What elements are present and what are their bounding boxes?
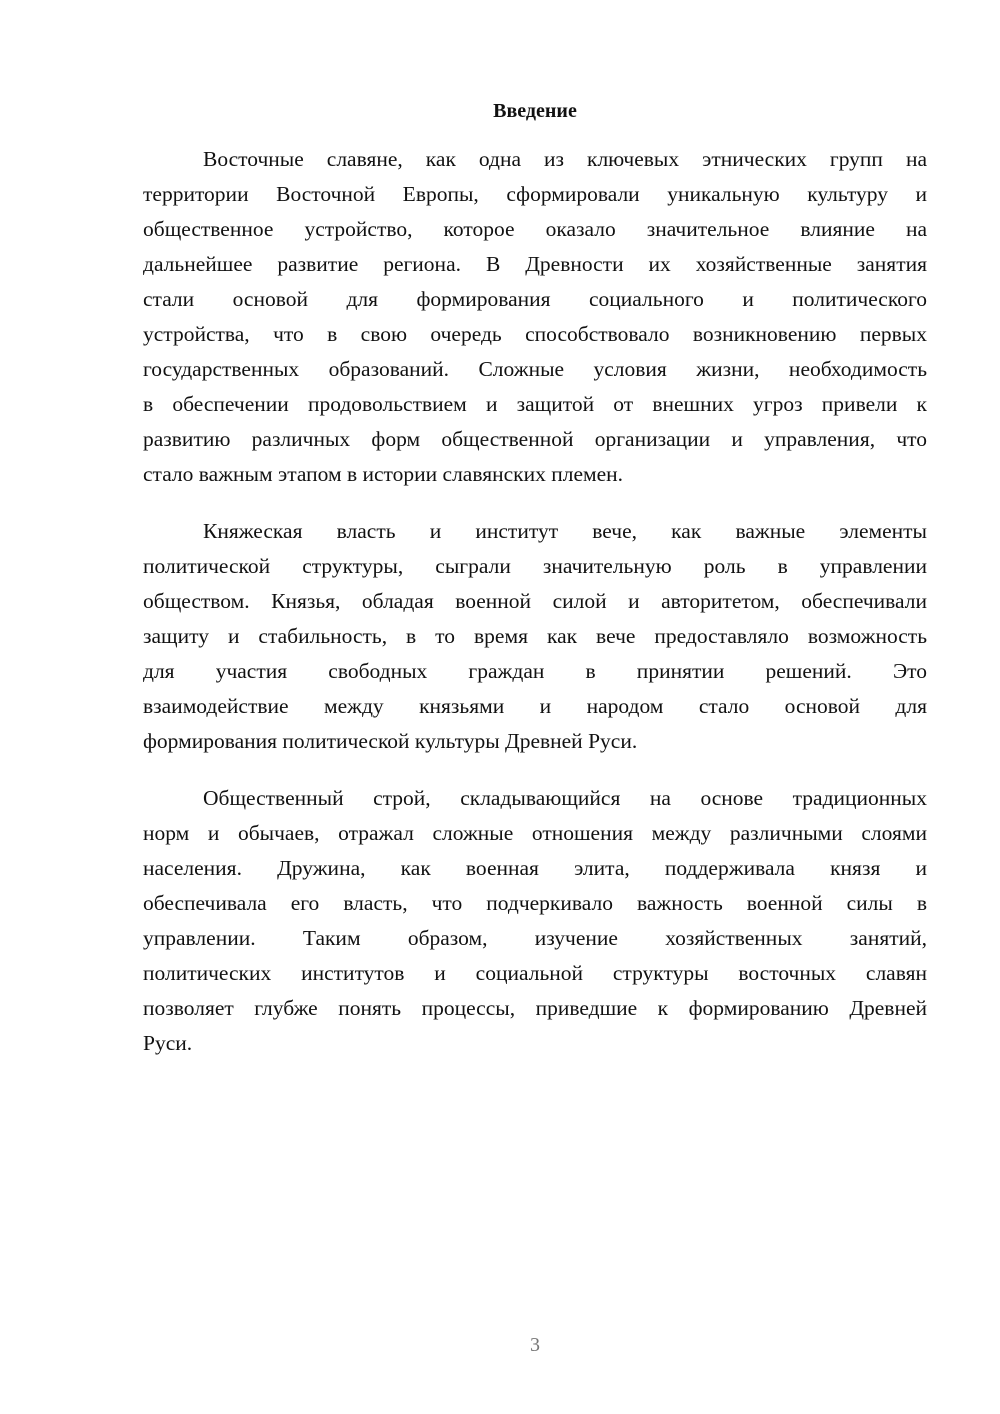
text-line: политических институтов и социальной структуры восточных славян: [143, 961, 927, 985]
text-line: позволяет глубже понять процессы, приведшие к формированию Древней: [143, 996, 927, 1020]
text-line: Восточные славяне, как одна из ключевых этнических групп на: [203, 147, 927, 171]
text-line: государственных образований. Сложные условия жизни, необходимость: [143, 357, 927, 381]
text-line: обществом. Князья, обладая военной силой и авторитетом, обеспечивали: [143, 589, 927, 613]
text-line: территории Восточной Европы, сформировали уникальную культуру и: [143, 182, 927, 206]
text-line: норм и обычаев, отражал сложные отношения между различными слоями: [143, 821, 927, 845]
paragraph: [143, 514, 927, 759]
text-line: населения. Дружина, как военная элита, поддерживала князя и: [143, 856, 927, 880]
text-line: устройства, что в свою очередь способствовало возникновению первых: [143, 322, 927, 346]
text-line: формирования политической культуры Древней Руси.: [143, 729, 638, 753]
paragraph: [143, 142, 927, 492]
text-line: стали основой для формирования социального и политического: [143, 287, 927, 311]
text-line: в обеспечении продовольствием и защитой от внешних угроз привели к: [143, 392, 927, 416]
text-line: дальнейшее развитие региона. В Древности их хозяйственные занятия: [143, 252, 927, 276]
text-line: Руси.: [143, 1031, 193, 1055]
page-title: Введение: [493, 100, 577, 122]
document-body: [143, 142, 927, 1083]
text-line: взаимодействие между князьями и народом стало основой для: [143, 694, 927, 718]
text-line: развитию различных форм общественной организации и управления, что: [143, 427, 927, 451]
text-line: политической структуры, сыграли значительную роль в управлении: [143, 554, 927, 578]
text-line: обеспечивала его власть, что подчеркивало важность военной силы в: [143, 891, 927, 915]
text-line: управлении. Таким образом, изучение хозяйственных занятий,: [143, 926, 927, 950]
text-line: общественное устройство, которое оказало значительное влияние на: [143, 217, 927, 241]
text-line: защиту и стабильность, в то время как вече предоставляло возможность: [143, 624, 927, 648]
page-number: 3: [530, 1334, 540, 1356]
text-line: для участия свободных граждан в принятии решений. Это: [143, 659, 927, 683]
text-line: Княжеская власть и институт вече, как важные элементы: [203, 519, 927, 543]
text-line: стало важным этапом в истории славянских племен.: [143, 462, 624, 486]
text-line: Общественный строй, складывающийся на основе традиционных: [203, 786, 927, 810]
paragraph: [143, 781, 927, 1061]
